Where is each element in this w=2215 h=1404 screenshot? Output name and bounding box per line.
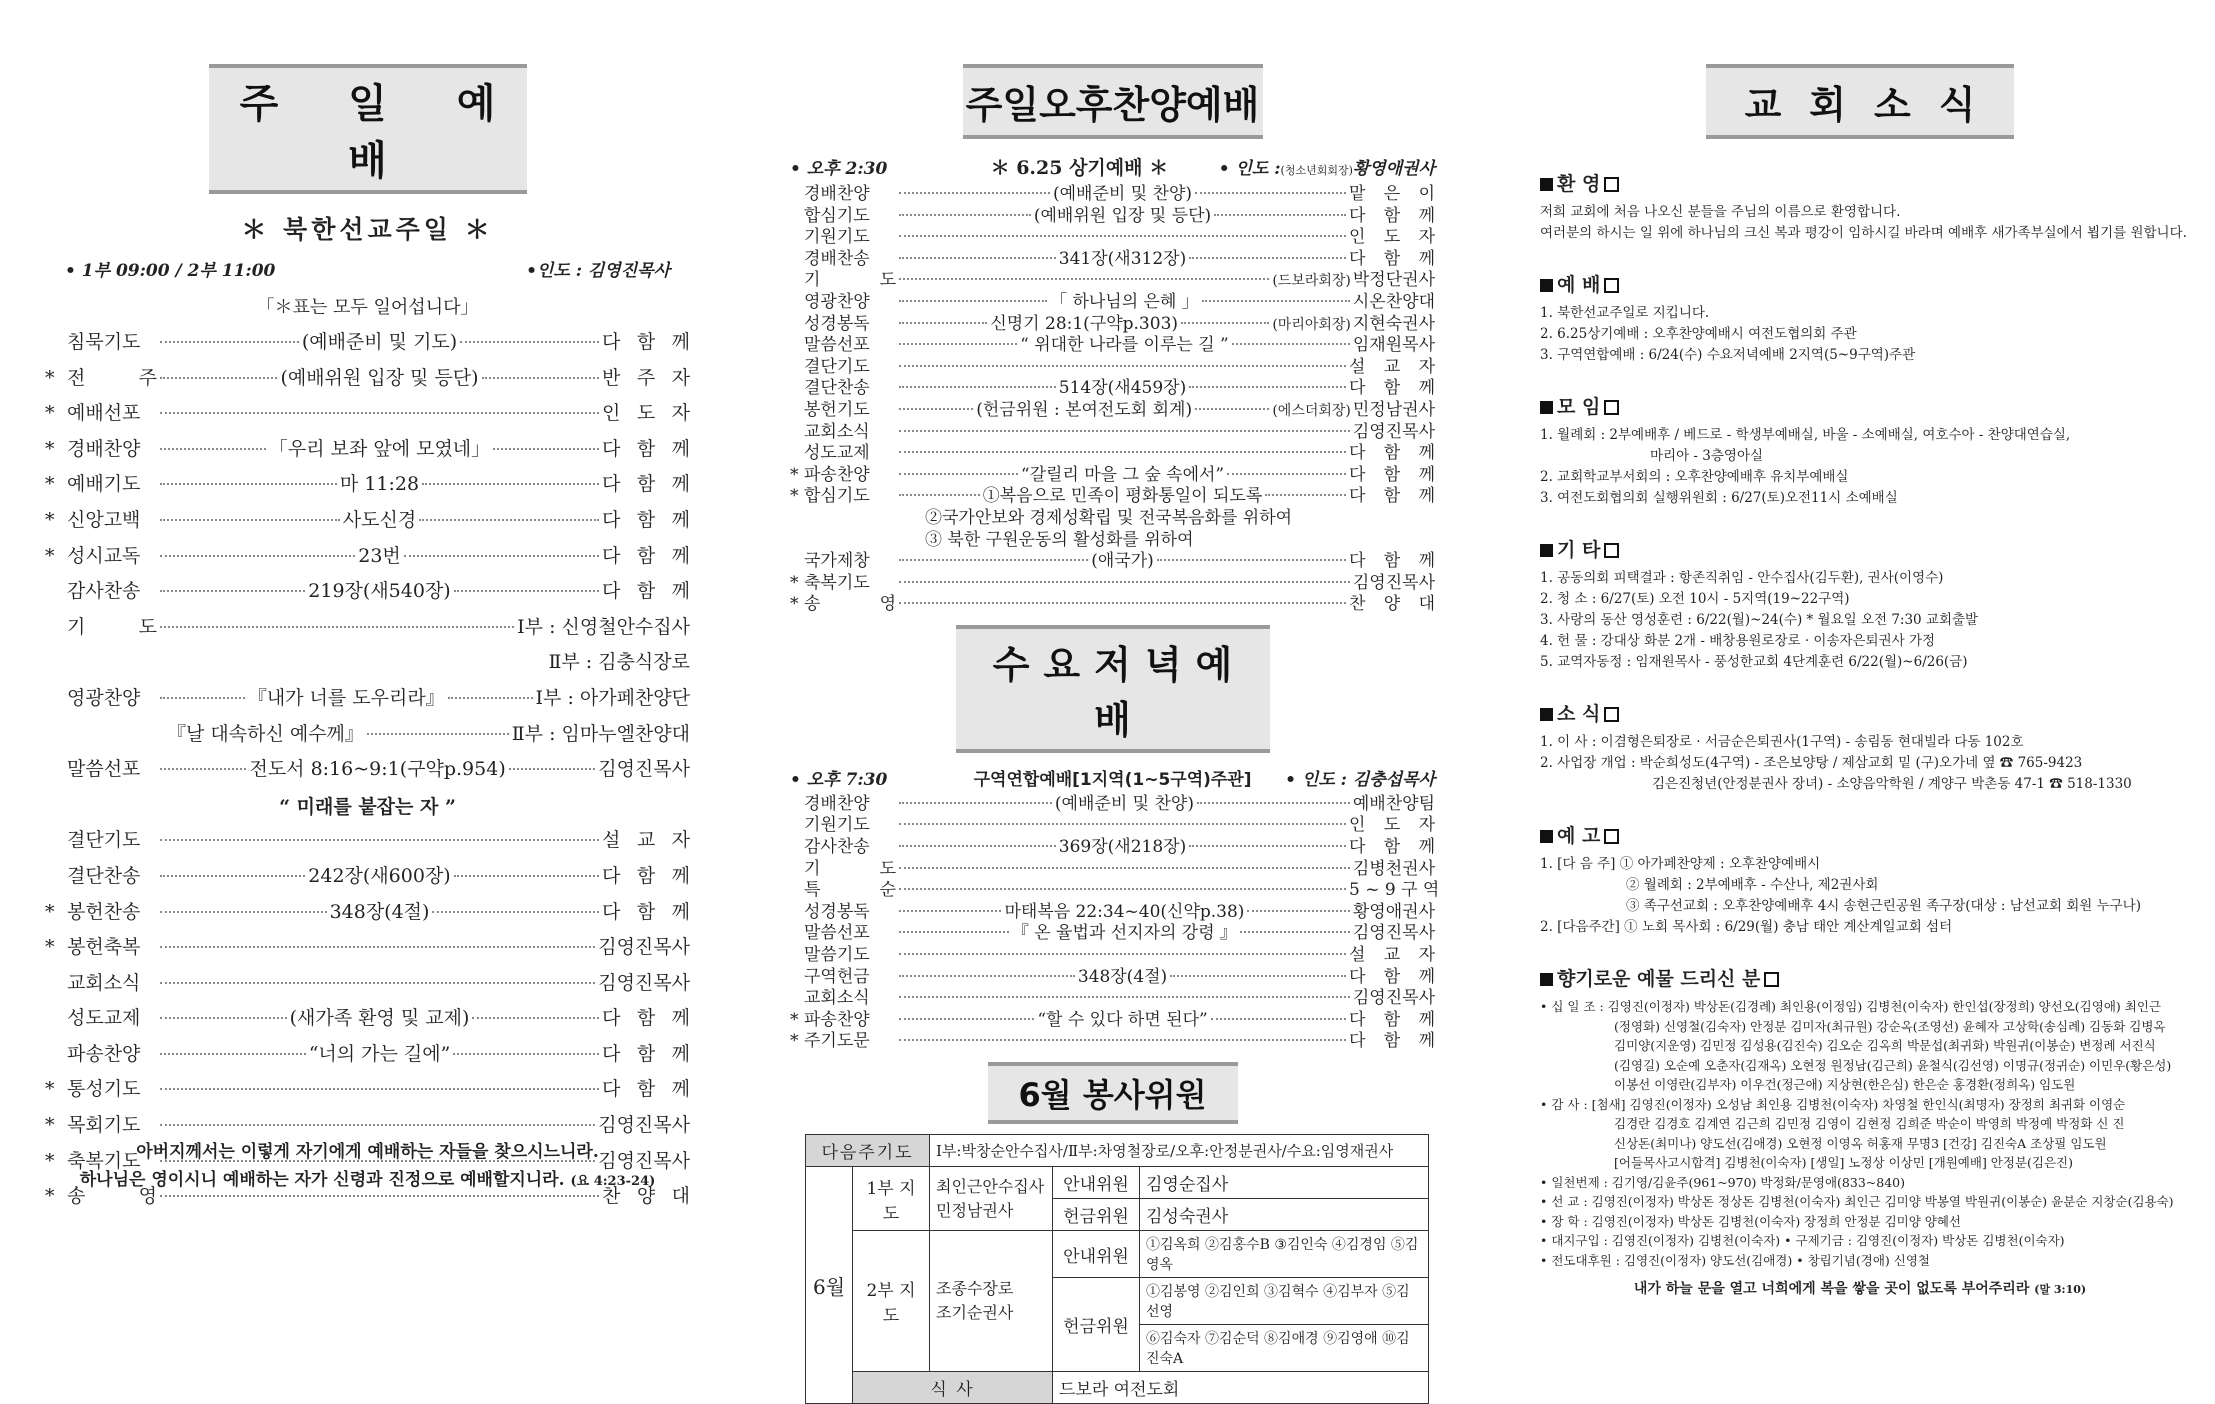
square-outline-icon [1604, 400, 1619, 415]
offering-line: 이봉선 이영란(김부자) 이우건(정근애) 지상현(한은심) 한은순 홍경환(정희옥) 임도원 [1614, 1077, 2076, 1092]
section-worship: 예 배 1. 북한선교주일로 지킵니다. 2. 6.25상기예배 : 오후찬양예배시 여전도협의회 주관 3. 구역연합예배 : 6/24(수) 수요저녁예배 2지역(5~9구역)주관 [1540, 274, 1916, 363]
order-row: * 봉헌찬송 348장(4절) 다 함 께 [45, 900, 691, 923]
offering-line: [어들목사고시합격] 김병천(이숙자) [생일] 노정상 이상민 [개원예배] 안정분(김은진) [1614, 1155, 2074, 1170]
section-news: 소 식 1. 이 사 : 이겸형은퇴장로 · 서금순은퇴권사(1구역) - 송림동 현대빌라 다동 102호 2. 사업장 개업 : 박순희성도(4구역) - 조은보양탕 / 제삼교회 밑 (구)오가네 옆 ☎ 765-9423 김은진청년(안정분권사 장녀) - 소양음악학원 / 계양구 박촌동 47-1 ☎ 518-1330 [1540, 703, 2132, 792]
order-row: 기 도 김병천권사 [804, 858, 1435, 879]
sermon-title: “ 미래를 붙잡는 자 ” [279, 795, 456, 818]
offering-line: • 대지구입 : 김영진(이정자) 김병천(이숙자) • 구제기금 : 김영진(이정자) 박상돈 김병천(이숙자) [1540, 1233, 2065, 1248]
section-welcome: 환 영 저희 교회에 처음 나오신 분들을 주님의 이름으로 환영합니다. 여러분의 하시는 일 위에 하나님의 크신 복과 평강이 임하시길 바라며 예배후 새가족부실에서 뵙기를 원합니다. [1540, 173, 2187, 241]
order-row-prayer: 기 도 Ⅰ부 : 신영철안수집사 [67, 615, 690, 638]
order-row: * 예배선포 인 도 자 [45, 402, 690, 425]
order-row: 국가제창 (애국가) 다 함 께 [804, 551, 1435, 572]
order-row: 감사찬송 369장(새218장) 다 함 께 [804, 837, 1435, 858]
order-row: 결단찬송 514장(새459장) 다 함 께 [804, 378, 1435, 399]
order-row: 성경봉독 신명기 28:1(구약p.303) (마리아회장) 지현숙권사 [804, 313, 1436, 334]
worship-theme: ＊ 북한선교주일 ＊ [241, 215, 494, 244]
square-bullet-icon [1540, 708, 1553, 721]
order-row: 결단기도 설 교 자 [67, 829, 690, 852]
offering-line: • 장 학 : 김영진(이정자) 박상돈 김병천(이숙자) 장정희 안정분 김미양 양혜선 [1540, 1213, 1962, 1229]
offering-line: • 전도대후원 : 김영진(이정자) 양도선(김애경) • 창립기념(경애) 신영철 [1540, 1252, 1930, 1268]
square-outline-icon [1604, 177, 1619, 192]
order-row: * 주기도문 다 함 께 [790, 1031, 1435, 1052]
offering-line: 신상돈(최미나) 양도선(김애경) 오현정 이영옥 허홍재 무명3 [건강] 김진숙A 조상필 임도원 [1614, 1135, 2107, 1151]
order-row: * 경배찬양 「우리 보좌 앞에 모였네」 다 함 께 [45, 437, 690, 460]
service-time: • 1부 09:00 / 2부 11:00 [65, 261, 276, 281]
afternoon-theme: ＊ 6.25 상기예배 ＊ [990, 157, 1169, 179]
order-row: * 축복기도 김영진목사 [45, 1149, 690, 1172]
square-outline-icon [1604, 829, 1619, 844]
offering-line: • 감 사 : [첨새] 김영진(이정자) 오성남 최인용 김병천(이숙자) 차영철 한인식(최명자) 장정희 최귀화 이영순 [1540, 1096, 2126, 1112]
closing-scripture-news: 내가 하늘 문을 열고 너희에게 복을 쌓을 곳이 없도록 부어주리라 (말 3:10) [1633, 1281, 2087, 1297]
order-row: 합심기도 (예배위원 입장 및 등단) 다 함 께 [804, 205, 1435, 226]
square-bullet-icon [1540, 401, 1553, 414]
closing-scripture: 아버지께서는 이렇게 자기에게 예배하는 자들을 찾으시느니라. 하나님은 영이시니 예배하는 자가 신령과 진정으로 예배할지니라. (요 4:23-24) [79, 1142, 656, 1190]
afternoon-leader: 황영애권사 [1352, 159, 1435, 179]
wednesday-time: • 오후 7:30 [790, 769, 888, 790]
section-etc: 기 타 1. 공동의회 피택결과 : 항존직취임 - 안수집사(김두환), 권사(이영수) 2. 청 소 : 6/27(토) 오전 10시 - 5지역(19~22구역) 3. 사랑의 동산 영성훈련 : 6/22(월)~24(수) * 월요일 오전 7:30 교회출발 4. 헌 물 : 강대상 화분 2개 - 배창용원로장로 · 이송자은퇴권사 가정 5. 교역자동정 : 임재원목사 - 풍성한교회 4단계훈련 6/22(월)~6/26(금) [1540, 539, 1979, 670]
order-row: 성경봉독 마태복음 22:34~40(신약p.38) 황영애권사 [804, 901, 1435, 922]
sunday-worship-title: 주 일 예 배 [209, 64, 527, 194]
square-outline-icon [1764, 972, 1779, 987]
afternoon-worship-column: 주일오후찬양예배 • 오후 2:30 ＊ 6.25 상기예배 ＊ • 인도 : (청소년회회장) 황영애권사 경배찬양 (예배준비 및 찬양) 맡 은 이 합심기도 (예배위원 입장 및 등단) 다 함 께 기원기도 인 도 자 경배찬송 341장(새312장) 다 함 께 기 도 (드보라회장) 박정단권사 영광찬양 「 하나님의 은혜 」 시온찬양대 성경봉독 신명기 28:1(구약p.303) (마리아회장) 지현숙권사 말씀선포 “ 위대한 나라를 이루는 길 ” 임재원목사 결단기도 설 교 자 결단찬송 514장(새459장) 다 함 께 봉헌기도 (헌금위원 : 본여전도회 회계) (에스더회장) 민정남권사 교회소식 김영진목사 성도교제 다 함 께 * 파송찬양 “갈릴리 마을 그 숲 속에서” 다 함 께 * 합심기도 ①복음으로 민족이 평화통일이 되도록 다 함 께 ②국가안보와 경제성확립 및 전국복음화를 위하여 ③ 북한 구원운동의 활성화를 위하여 국가제창 (애국가) 다 함 께 * 축복기도 김영진목사 * 송 영 찬 양 대 수요저녁예배 • 오후 7:30 구역연합예배[1지역(1~5구역)주관] • 인도 : 김충섭목사 경배찬양 (예배준비 및 찬양) 예배찬양팀 기원기도 인 도 자 감사찬송 369장(새218장) 다 함 께 기 도 김병천권사 특 순 5 ~ 9 구 역 성경봉독 마태복음 22:34~40(신약p.38) 황영애권사 말씀선포 『 온 율법과 선지자의 강령 』 김영진목사 말씀기도 설 교 자 구역헌금 348장(4절) 다 함 께 교회소식 김영진목사 * 파송찬양 “할 수 있다 하면 된다” 다 함 께 * 주기도문 다 함 께 6월 봉사위원 다음주기도 Ⅰ부:박창순안수집사/Ⅱ부:차영철장로/오후:안정분권사/수요:임영재권사 6월 1부 지도 최인근안수집사 민정남권사 안내위원 김영순집사 헌금위원 김성숙권사 2부 지도 조종수장로 조기순권사 안내위원 ①김옥희 ②김홍수B ③김인숙 ④김경임 ⑤김영옥 헌금위원 ①김봉영 ②김인희 ③김혁수 ④김부자 ⑤김선영 ⑥김숙자 ⑦김순덕 ⑧김애경 ⑨김영애 ⑩김진숙A 식 사 드보라 여전도회 [790, 0, 1435, 1240]
afternoon-time: • 오후 2:30 [790, 159, 888, 179]
order-row: 특 순 5 ~ 9 구 역 [804, 880, 1440, 901]
offering-line: • 십 일 조 : 김영진(이정자) 박상돈(김경례) 최인용(이정임) 김병천(이숙자) 한인섭(장정희) 양선오(김영애) 최인근 [1540, 999, 2161, 1014]
order-row: * 성시교독 23번 다 함 께 [45, 544, 690, 567]
order-row: 말씀선포 “ 위대한 나라를 이루는 길 ” 임재원목사 [804, 335, 1435, 356]
order-row: * 신앙고백 사도신경 다 함 께 [45, 508, 691, 531]
order-row: 성도교제 (새가족 환영 및 교제) 다 함 께 [67, 1007, 690, 1030]
order-row: * 송 영 찬 양 대 [45, 1185, 690, 1208]
church-news-title: 교회소식 [1706, 64, 2014, 139]
offering-line: (정영화) 신영철(김숙자) 안정분 김미자(최규원) 강순옥(조영선) 윤혜자 고상학(송심례) 김동화 김병옥 [1614, 1018, 2166, 1034]
afternoon-order [790, 179, 1436, 485]
square-bullet-icon [1540, 544, 1553, 557]
square-bullet-icon [1540, 178, 1553, 191]
order-row: 기 도 (드보라회장) 박정단권사 [804, 270, 1435, 291]
offering-line: (김영길) 오순예 오춘자(김재옥) 오현정 원정남(김근희) 윤철식(김선영) 이명규(정귀순) 이민우(황은성) [1614, 1057, 2172, 1073]
order-row: 교회소식 김영진목사 [67, 971, 690, 994]
square-bullet-icon [1540, 973, 1553, 986]
afternoon-worship-title: 주일오후찬양예배 [963, 64, 1263, 139]
order-row: * 예배기도 마 11:28 다 함 께 [45, 473, 690, 496]
order-row: * 전 주 (예배위원 입장 및 등단) 반 주 자 [45, 366, 691, 389]
order-row: 감사찬송 219장(새540장) 다 함 께 [67, 580, 691, 603]
order-of-worship [45, 327, 690, 612]
square-outline-icon [1604, 707, 1619, 722]
order-row: * 송 영 찬 양 대 [790, 594, 1435, 615]
order-row: 기원기도 인 도 자 [804, 227, 1435, 248]
order-row: * 통성기도 다 함 께 [45, 1078, 690, 1101]
offering-list [1540, 997, 2180, 1270]
order-row: 영광찬양 「 하나님의 은혜 」 시온찬양대 [804, 291, 1435, 312]
order-row: 말씀기도 설 교 자 [804, 945, 1435, 966]
order-row: 말씀선포 『 온 율법과 선지자의 강령 』 김영진목사 [804, 923, 1435, 944]
wednesday-theme: 구역연합예배[1지역(1~5구역)주관] [973, 769, 1252, 790]
order-row: 침묵기도 (예배준비 및 기도) 다 함 께 [67, 331, 691, 353]
service-leader: •인도 : 김영진목사 [526, 261, 670, 281]
offering-line: • 일천번제 : 김기영/김윤주(961~970) 박정화/문영애(833~840) [1540, 1174, 1905, 1190]
section-meeting: 모 임 1. 월례회 : 2부예배후 / 베드로 - 학생부예배실, 바울 - 소예배실, 여호수아 - 찬양대연습실, 마리아 - 3층영아실 2. 교회학교부서회의 : 오후찬양예배후 유치부예배실 3. 여전도회협의회 실행위원회 : 6/27(토)오전11시 소예배실 [1540, 396, 2071, 506]
order-row: 경배찬양 (예배준비 및 찬양) 예배찬양팀 [804, 793, 1435, 814]
offering-line: • 선 교 : 김영진(이정자) 박상돈 정상돈 김병천(이숙자) 최인근 김미양 박봉열 박원귀(이봉순) 윤분순 지창순(김용숙) [1540, 1194, 2174, 1209]
order-row-unison-prayer: * 합심기도 ①복음으로 민족이 평화통일이 되도록 다 함 께 [790, 486, 1436, 507]
order-row: 경배찬양 (예배준비 및 찬양) 맡 은 이 [804, 184, 1435, 204]
sunday-worship-column: 주 일 예 배 ＊ 북한선교주일 ＊ • 1부 09:00 / 2부 11:00 •인도 : 김영진목사 「＊표는 모두 일어섭니다」 침묵기도 (예배준비 및 기도) 다 함 께 * 전 주 (예배위원 입장 및 등단) 반 주 자 * 예배선포 인 도 자 * 경배찬양 「우리 보좌 앞에 모였네」 다 함 께 * 예배기도 마 11:28 다 함 께 * 신앙고백 사도신경 다 함 께 * 성시교독 23번 다 함 께 감사찬송 219장(새540장) 다 함 께 기 도 Ⅰ부 : 신영철안수집사 Ⅱ부 : 김충식장로 영광찬양 『내가 너를 도우리라』 Ⅰ부 : 아가페찬양단 『날 대속하신 예수께』 Ⅱ부 : 임마누엘찬양대 말씀선포 전도서 8:16~9:1(구약p.954) 김영진목사 “ 미래를 붙잡는 자 ” 결단기도 설 교 자 결단찬송 242장(새600장) 다 함 께 * 봉헌찬송 348장(4절) 다 함 께 * 봉헌축복 김영진목사 교회소식 김영진목사 성도교제 (새가족 환영 및 교제) 다 함 께 파송찬양 “너의 가는 길에” 다 함 께 * 통성기도 다 함 께 * 목회기도 김영진목사 * 축복기도 김영진목사 * 송 영 찬 양 대 아버지께서는 이렇게 자기에게 예배하는 자들을 찾으시느니라. 하나님은 영이시니 예배하는 자가 신령과 진정으로 예배할지니라. (요 4:23-24) [45, 0, 690, 1240]
church-news-column [1540, 0, 2187, 1297]
order-row: 교회소식 김영진목사 [804, 988, 1435, 1009]
servers-title: 6월 봉사위원 [988, 1062, 1238, 1124]
order-row: * 봉헌축복 김영진목사 [45, 936, 690, 959]
square-bullet-icon [1540, 279, 1553, 292]
order-row: * 파송찬양 “할 수 있다 하면 된다” 다 함 께 [790, 1009, 1435, 1030]
prayer-second-service: Ⅱ부 : 김충식장로 [548, 651, 690, 674]
order-row: 봉헌기도 (헌금위원 : 본여전도회 회계) (에스더회장) 민정남권사 [804, 399, 1435, 420]
order-row: 결단찬송 242장(새600장) 다 함 께 [67, 864, 691, 887]
order-row: 성도교제 다 함 께 [804, 443, 1435, 464]
wednesday-order [790, 789, 1440, 1052]
order-row: 경배찬송 341장(새312장) 다 함 께 [804, 248, 1435, 269]
square-outline-icon [1604, 543, 1619, 558]
order-row: * 축복기도 김영진목사 [790, 572, 1435, 593]
order-row: 파송찬양 “너의 가는 길에” 다 함 께 [67, 1042, 691, 1065]
section-offerings: 향기로운 예물 드리신 분 • 십 일 조 : 김영진(이정자) 박상돈(김경례) 최인용(이정임) 김병천(이숙자) 한인섭(장정희) 양선오(김영애) 최인근 (정영화) 신영철(김숙자) 안정분 김미자(최규원) 강순옥(조영선) 윤혜자 고상학(송심례) 김동화 김병옥 김미양(지운영) 김민정 김성용(김진숙) 김오순 김옥희 박문섭(최귀화) 박원귀(이봉순) 변정례 서진식 (김영길) 오순예 오춘자(김재옥) 오현정 원정남(김근희) 윤철식(김선영) 이명규(정귀순) 이민우(황은성) 이봉선 이영란(김부자) 이우건(정근애) 지상현(한은심) 한은순 홍경환(정희옥) 임도원 • 감 사 : [첨새] 김영진(이정자) 오성남 최인용 김병천(이숙자) 차영철 한인식(최명자) 장정희 최귀화 이영순 김경란 김경호 김계연 김근희 김민정 김영이 김현정 김희준 박순이 박영희 박정예 박정화 신 진 신상돈(최미나) 양도선(김애경) 오현정 이영옥 허홍재 무명3 [건강] 김진숙A 조상필 임도원 [어들목사고시합격] 김병천(이숙자) [생일] 노정상 이상민 [개원예배] 안정분(김은진) • 일천번제 : 김기영/김윤주(961~970) 박정화/문영애(833~840) • 선 교 : 김영진(이정자) 박상돈 정상돈 김병천(이숙자) 최인근 김미양 박봉열 박원귀(이봉순) 윤분순 지창순(김용숙) • 장 학 : 김영진(이정자) 박상돈 김병천(이숙자) 장정희 안정분 김미양 양혜선 • 대지구입 : 김영진(이정자) 김병천(이숙자) • 구제기금 : 김영진(이정자) 박상돈 김병천(이숙자) • 전도대후원 : 김영진(이정자) 양도선(김애경) • 창립기념(경애) 신영철 [1540, 964, 2180, 1270]
standing-note: 「＊표는 모두 일어섭니다」 [256, 297, 479, 318]
square-outline-icon [1604, 278, 1619, 293]
section-notice: 예 고 1. [다 음 주] ① 아가페찬양제 : 오후찬양예배시 ② 월례회 : 2부예배후 - 수산나, 제2권사회 ③ 족구선교회 : 오후찬양예배후 4시 송현근린공원 족구장(대상 : 남선교회 회원 누구나) 2. [다음주간] ① 노회 목사회 : 6/29(월) 충남 태안 계산계일교회 섬터 [1540, 825, 2141, 935]
offering-line: 김미양(지운영) 김민정 김성용(김진숙) 김오순 김옥희 박문섭(최귀화) 박원귀(이봉순) 변정례 서진식 [1614, 1038, 2156, 1053]
order-row: * 파송찬양 “갈릴리 마을 그 숲 속에서” 다 함 께 [790, 464, 1435, 485]
order-row: 구역헌금 348장(4절) 다 함 께 [804, 966, 1435, 987]
order-row: 결단기도 설 교 자 [804, 356, 1435, 377]
square-bullet-icon [1540, 830, 1553, 843]
offering-line: 김경란 김경호 김계연 김근희 김민정 김영이 김현정 김희준 박순이 박영희 박정예 박정화 신 진 [1614, 1116, 2125, 1131]
wednesday-worship-title: 수요저녁예배 [956, 625, 1270, 753]
order-row-choir: 영광찬양 『내가 너를 도우리라』 Ⅰ부 : 아가페찬양단 [67, 686, 691, 709]
servers-table: 다음주기도 Ⅰ부:박창순안수집사/Ⅱ부:차영철장로/오후:안정분권사/수요:임영재권사 6월 1부 지도 최인근안수집사 민정남권사 안내위원 김영순집사 헌금위원 김성숙권사 2부 지도 조종수장로 조기순권사 안내위원 ①김옥희 ②김홍수B ③김인숙 ④김경임 ⑤김영옥 헌금위원 ①김봉영 ②김인희 ③김혁수 ④김부자 ⑤김선영 ⑥김숙자 ⑦김순덕 ⑧김애경 ⑨김영애 ⑩김진숙A 식 사 드보라 여전도회 [805, 1134, 1429, 1404]
order-row-sermon: 말씀선포 전도서 8:16~9:1(구약p.954) 김영진목사 [67, 758, 690, 781]
order-row: 교회소식 김영진목사 [804, 421, 1435, 442]
order-row: 기원기도 인 도 자 [804, 815, 1435, 836]
wednesday-leader: • 인도 : 김충섭목사 [1285, 769, 1435, 790]
order-row: * 목회기도 김영진목사 [45, 1114, 690, 1137]
